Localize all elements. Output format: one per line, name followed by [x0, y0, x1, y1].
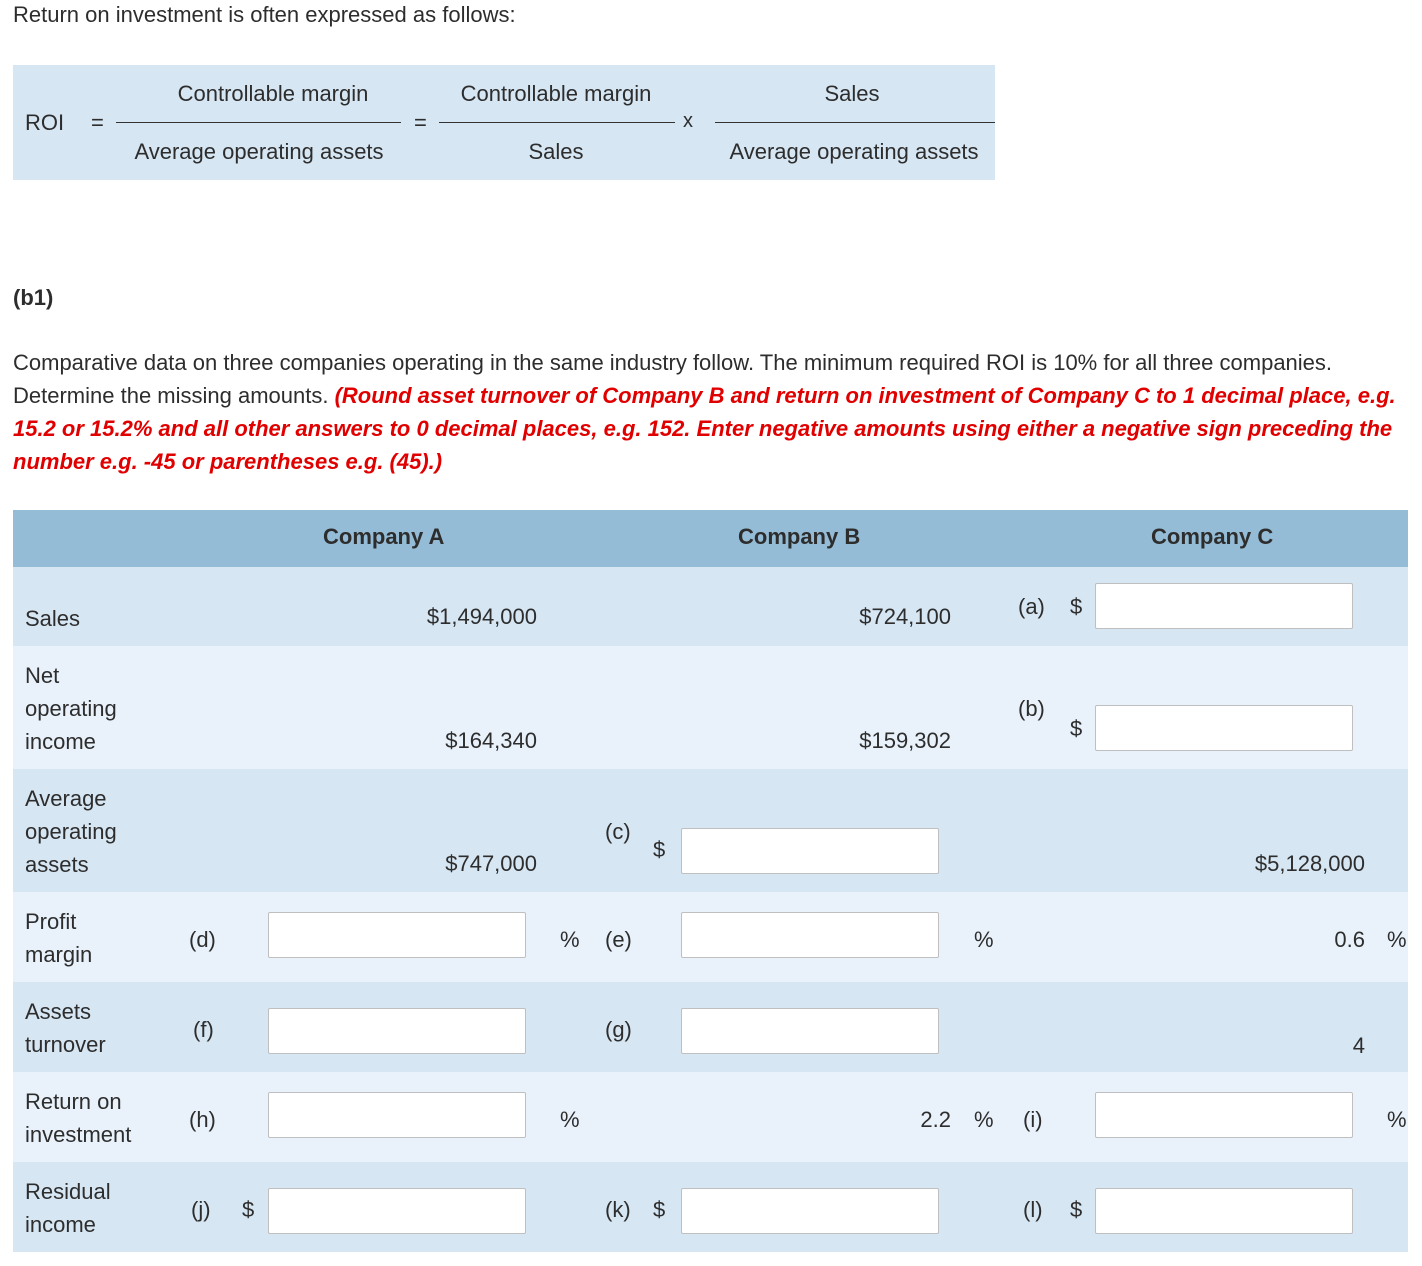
table-row-average-operating-assets: [13, 769, 1408, 892]
company-a-roi-input[interactable]: [268, 1092, 526, 1138]
row-label-average-operating-assets: Average operating assets: [25, 786, 117, 877]
company-b-assets-input[interactable]: [681, 828, 939, 874]
row-label-sales: Sales: [25, 606, 81, 631]
company-a-assets: $747,000: [445, 851, 537, 876]
company-c-roi-input[interactable]: [1095, 1092, 1353, 1138]
row-label-net-operating-income: Net operating income: [25, 663, 117, 754]
tag-b: (b): [1018, 696, 1045, 721]
formula-frac1-line: [116, 122, 401, 123]
table-row-residual-income: [13, 1162, 1408, 1252]
formula-frac1-numerator: Controllable margin: [177, 81, 369, 106]
header-company-c: Company C: [1151, 524, 1274, 549]
tag-a: (a): [1018, 594, 1045, 619]
instructions-text: Comparative data on three companies operating in the same industry follow. The minimum required ROI is 10% for all three companies. Determine the missing amounts.: [13, 350, 1333, 408]
header-company-b: Company B: [738, 524, 861, 549]
formula-roi-label: ROI: [25, 110, 65, 135]
company-c-assets-turnover: 4: [1352, 1033, 1365, 1058]
table-header: [13, 510, 1408, 567]
tag-c: (c): [605, 819, 631, 844]
formula-equals-2: =: [414, 110, 427, 135]
formula-equals-1: =: [91, 110, 104, 135]
formula-times: x: [683, 110, 693, 132]
tag-k: (k): [605, 1197, 631, 1222]
company-a-sales: $1,494,000: [426, 604, 537, 629]
table-row-return-on-investment: [13, 1072, 1408, 1162]
section-label: (b1): [13, 285, 54, 310]
dollar-sign: $: [242, 1197, 255, 1222]
formula-frac2-numerator: Controllable margin: [460, 81, 652, 106]
table-row-net-operating-income: [13, 646, 1408, 769]
percent-unit: %: [974, 927, 994, 952]
dollar-sign: $: [1070, 716, 1083, 741]
company-b-profit-margin-input[interactable]: [681, 912, 939, 958]
tag-e: (e): [605, 927, 632, 952]
instructions: [13, 346, 1408, 478]
tag-g: (g): [605, 1017, 632, 1042]
company-b-noi: $159,302: [859, 728, 951, 753]
table-row-profit-margin: [13, 892, 1408, 982]
company-a-residual-income-input[interactable]: [268, 1188, 526, 1234]
table-row-sales: [13, 567, 1408, 646]
company-a-noi: $164,340: [445, 728, 537, 753]
formula-frac3-numerator: Sales: [824, 81, 880, 106]
company-c-assets: $5,128,000: [1254, 851, 1365, 876]
formula-frac3-line: [715, 122, 995, 123]
percent-unit: %: [1387, 927, 1407, 952]
dollar-sign: $: [1070, 594, 1083, 619]
tag-f: (f): [193, 1017, 214, 1042]
company-c-profit-margin: 0.6: [1334, 927, 1365, 952]
tag-j: (j): [191, 1197, 211, 1222]
formula-frac2-line: [439, 122, 675, 123]
percent-unit: %: [1387, 1107, 1407, 1132]
formula-frac2-denominator: Sales: [528, 139, 584, 164]
company-a-profit-margin-input[interactable]: [268, 912, 526, 958]
intro-text: Return on investment is often expressed as follows:: [13, 2, 516, 27]
company-b-residual-income-input[interactable]: [681, 1188, 939, 1234]
row-label-residual-income: Residual income: [25, 1179, 111, 1237]
dollar-sign: $: [653, 837, 666, 862]
percent-unit: %: [560, 927, 580, 952]
company-c-residual-income-input[interactable]: [1095, 1188, 1353, 1234]
dollar-sign: $: [1070, 1197, 1083, 1222]
roi-formula: [13, 65, 995, 180]
company-c-sales-input[interactable]: [1095, 583, 1353, 629]
formula-frac3-denominator: Average operating assets: [729, 139, 979, 164]
tag-h: (h): [189, 1107, 216, 1132]
dollar-sign: $: [653, 1197, 666, 1222]
tag-l: (l): [1023, 1197, 1043, 1222]
company-a-assets-turnover-input[interactable]: [268, 1008, 526, 1054]
tag-d: (d): [189, 927, 216, 952]
row-label-return-on-investment: Return on investment: [25, 1089, 132, 1147]
row-label-profit-margin: Profit margin: [25, 909, 93, 967]
header-company-a: Company A: [323, 524, 445, 549]
row-label-assets-turnover: Assets turnover: [25, 999, 106, 1057]
company-b-assets-turnover-input[interactable]: [681, 1008, 939, 1054]
formula-frac1-denominator: Average operating assets: [134, 139, 384, 164]
company-c-noi-input[interactable]: [1095, 705, 1353, 751]
company-b-sales: $724,100: [859, 604, 951, 629]
tag-i: (i): [1023, 1107, 1043, 1132]
percent-unit: %: [560, 1107, 580, 1132]
percent-unit: %: [974, 1107, 994, 1132]
company-b-roi: 2.2: [920, 1107, 951, 1132]
instructions-rounding-note: (Round asset turnover of Company B and return on investment of Company C to 1 decimal place, e.g. 15.2 or 15.2% and all other answers to 0 decimal places, e.g. 152. Enter negative amounts using either a negative sign preceding the number e.g. -45 or parentheses e.g. (45).): [13, 383, 1396, 474]
table-row-assets-turnover: [13, 982, 1408, 1072]
